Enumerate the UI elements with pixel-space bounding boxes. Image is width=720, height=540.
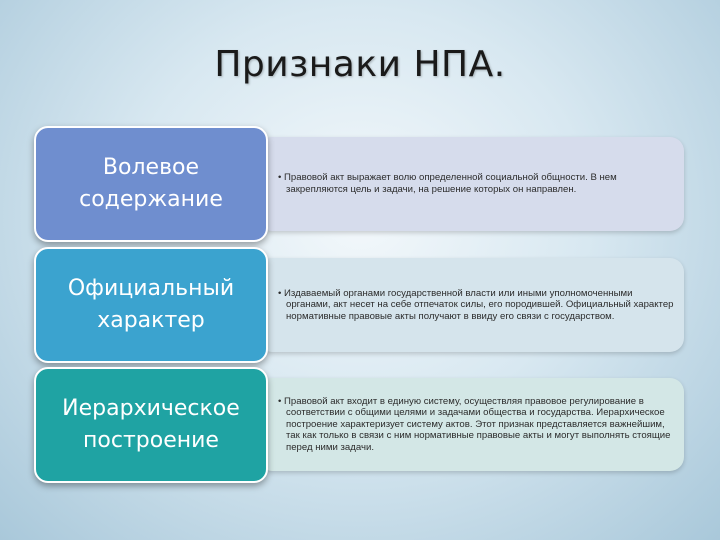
description-text: • Издаваемый органами государственной власти или иными уполномоченными органами, акт несет на себе отпечаток силы, его породившей. Официальный характер нормативные правовые акты получают в ввиду его связи с государством. [278, 287, 674, 322]
label-line: характер [97, 308, 205, 333]
description-box-volitional [258, 137, 684, 231]
slide-title: Признаки НПА. [214, 44, 506, 85]
label-line: построение [83, 428, 219, 453]
description-text: • Правовой акт входит в единую систему, осуществляя правовое регулирование в соответствии с общими целями и задачами общества и государства. Иерархическое построение характеризует систему актов. Этот признак представляется важнейшим, так как только в связи с ним нормативные правовые акты и могут выполнять стоящие перед ними задачи. [278, 395, 671, 453]
label-line: Иерархическое [62, 396, 240, 421]
label-line: содержание [79, 187, 223, 212]
description-box-hierarchical [258, 378, 684, 471]
label-box-official [34, 247, 268, 363]
label-line: Официальный [67, 276, 235, 301]
label-box-hierarchical [34, 367, 268, 483]
label-box-volitional [34, 126, 268, 242]
description-box-official [258, 258, 684, 352]
label-line: Волевое [102, 155, 200, 180]
description-text: • Правовой акт выражает волю определенной социальной общности. В нем закрепляются цель и задачи, на решение которых он направлен. [278, 172, 617, 195]
